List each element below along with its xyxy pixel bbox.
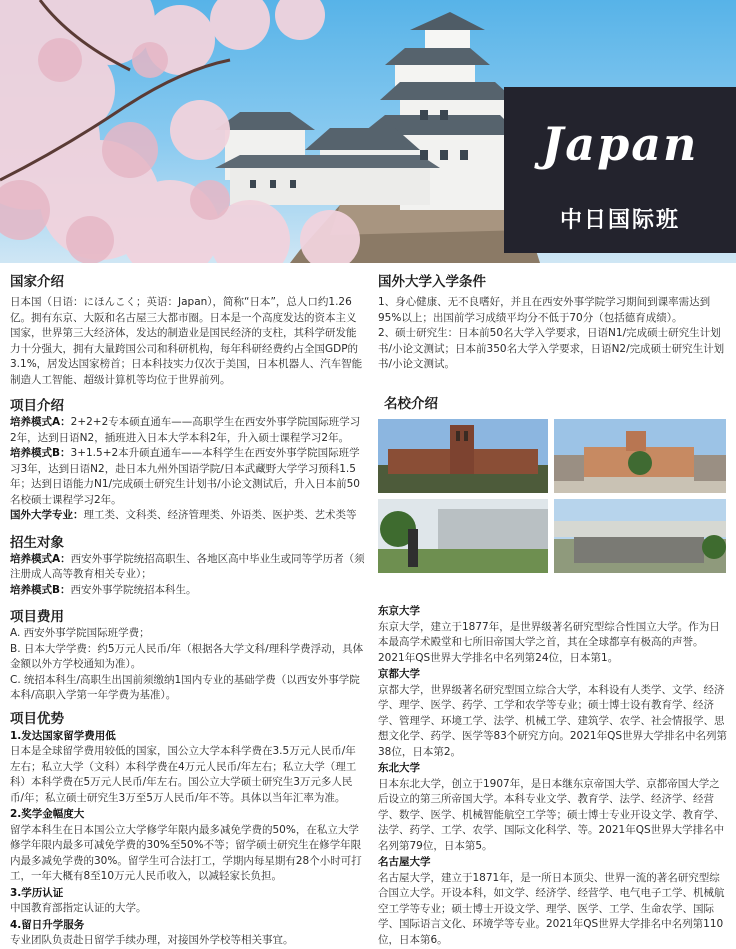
recruit-a: [10, 552, 366, 583]
section-heading-schools: 名校介绍: [384, 395, 438, 412]
recruit-b-text: 西安外事学院统招本科生。: [70, 583, 197, 596]
campus-photo-kyoto: [554, 419, 726, 493]
recruit-b: [10, 583, 366, 599]
school-desc-kyoto: 京都大学，世界级著名研究型国立综合大学，本科设有人类学、文学、经济学、理学、医学、药学、工学和农学等专业；硕士博士设有教育学、经济学、管理学、环境工学、法学、机械工学、建筑学、农学、社会情报学、思想文化学、药学、医学等83个研究方向。2021年QS世界大学排名中名列第38位，日本第2。: [378, 683, 728, 758]
campus-photo-nagoya: [554, 499, 726, 573]
mode-a-label: 培养模式A：: [10, 416, 71, 428]
program-title: 中日国际班: [559, 208, 680, 233]
title-badge: [504, 87, 736, 253]
country-intro-text: 日本国（日语：にほんこく；英语：Japan），简称“日本”，总人口约1.26亿。拥有东京、大阪和名古屋三大都市圈。日本是一个高度发达的资本主义国家，世界第三大经济体，发达的制造业是国民经济的支柱，其科学研发能力十分强大，拥有大量跨国公司和科研机构，每年科研经费约占全国GDP的3.1%，居发达国家榜首；日本科技实力仅次于美国，日本机器人、汽车智能制造人工智能、超级计算机等均位于世界前列。: [10, 296, 363, 386]
mode-a-text: 2+2+2专本硕直通车——高职学生在西安外事学院国际班学习2年，达到日语N2，插班进入日本大学本科2年，升入硕士课程学习2年。: [10, 416, 361, 444]
advantage-text: 中国教育部指定认证的大学。: [10, 902, 147, 914]
school-name-nagoya: 名古屋大学: [378, 856, 431, 868]
section-heading-fees: 项目费用: [10, 609, 64, 625]
advantage-text: 留学本科生在日本国公立大学修学年限内最多减免学费的50%，在私立大学修学年限内最多可减免学费的30%至50%不等；留学硕士研究生在修学年限内最多减免学费的30%。留学生可合法打工，学期内每星期有28个小时可打工，一年大概有8至10万元人民币收入，以减轻家长负担。: [10, 823, 362, 882]
recruit-a-text: 西安外事学院统招高职生、各地区高中毕业生或同等学历者（须注册成人高等教育相关专业）；: [10, 552, 365, 580]
campus-photo-tohoku: [378, 499, 548, 573]
advantage-text: 专业团队负责赴日留学手续办理，对接国外学校等相关事宜。: [10, 934, 294, 946]
school-desc-tohoku: 日本东北大学，创立于1907年，是日本继东京帝国大学、京都帝国大学之后设立的第三所帝国大学。本科专业文学、教育学、法学、经济学、经营学、数学、医学、机械智能航空工学等；硕士博士专业开设文学、教育学、法学、药学、工学、农学、国际文化科学、等。2021年QS世界大学排名中名列第79位，日本第5。: [378, 777, 725, 852]
recruit-a-label: 培养模式A：: [10, 552, 71, 565]
section-heading-country: 国家介绍: [10, 274, 64, 290]
fee-item: A. 西安外事学院国际班学费；: [10, 627, 150, 639]
admission-item: 1、身心健康、无不良嗜好，并且在西安外事学院学习期间到课率需达到95%以上；出国前学习成绩平均分不低于70分（包括德育成绩）。: [378, 296, 711, 324]
campus-photo-grid: [378, 419, 726, 573]
advantage-text: 日本是全球留学费用较低的国家，国公立大学本科学费在3.5万元人民币/年左右；私立大学（文科）本科学费在4万元人民币/年左右；私立大学（理工科）本科学费在5万元人民币/年左右。国公立大学硕士研究生3万元多人民币/年；私立硕士研究生3万至5万人民币/年不等。具体以当年汇率为准。: [10, 745, 357, 804]
section-heading-recruit: 招生对象: [10, 534, 64, 551]
majors-text: 理工类、文科类、经济管理类、外语类、医护类、艺术类等: [83, 509, 357, 521]
advantage-title: 2.奖学金幅度大: [10, 808, 85, 820]
advantage-title: 4.留日升学服务: [10, 918, 85, 931]
recruit-b-label: 培养模式B：: [10, 583, 71, 596]
school-list: [378, 603, 728, 948]
fee-item: C. 统招本科生/高职生出国前须缴纳1国内专业的基础学费（以西安外事学院本科/高职入学第一年学费为基准）。: [10, 673, 360, 701]
school-name-kyoto: 京都大学: [378, 668, 420, 680]
fee-item: B. 日本大学学费：约5万元人民币/年（根据各大学文科/理科学费浮动，具体金额以外方学校通知为准）。: [10, 642, 364, 670]
hero-banner: [0, 0, 736, 263]
school-desc-tokyo: 东京大学，建立于1877年，是世界级著名研究型综合性国立大学。作为日本最高学术殿堂和七所旧帝国大学之首，其在全球都享有极高的声誉。2021年QS世界大学排名中名列第24位，日本第1。: [378, 620, 720, 664]
school-name-tohoku: 东北大学: [378, 762, 420, 774]
advantage-title: 1.发达国家留学费用低: [10, 729, 116, 742]
left-column: [10, 273, 366, 949]
project-majors: [10, 508, 366, 524]
japan-script-title: Japan: [541, 117, 699, 171]
project-mode-b: [10, 446, 366, 508]
right-column: [378, 273, 726, 413]
mode-b-text: 3+1.5+2本升硕直通车——本科学生在西安外事学院国际班学习3年，达到日语N2，赴日本九州外国语学院/日本武藏野大学学习预科1.5年；达到日语能力N1/完成硕士研究生计划书/小论文测试后，升入日本前50名校硕士课程学习2年。: [10, 447, 360, 506]
majors-label: 国外大学专业：: [10, 509, 84, 521]
section-heading-admission: 国外大学入学条件: [378, 274, 486, 290]
campus-photo-tokyo: [378, 419, 548, 493]
admission-item: 2、硕士研究生：日本前50名大学入学要求，日语N1/完成硕士研究生计划书/小论文测试；日本前350名大学入学要求，日语N2/完成硕士研究生计划书/小论文测试。: [378, 327, 725, 370]
school-desc-nagoya: 名古屋大学，建立于1871年，是一所日本顶尖、世界一流的著名研究型综合国立大学。开设本科，如文学、经济学、经营学、电气电子工学、机械航空工学等专业；硕士博士开设文学、理学、医学、工学、生命农学、国际学、国际语言文化、环境学等专业。2021年QS世界大学排名中名列第110位，日本第6。: [378, 871, 725, 946]
section-heading-advantages: 项目优势: [10, 710, 64, 727]
advantage-title: 3.学历认证: [10, 886, 64, 899]
mode-b-label: 培养模式B：: [10, 447, 71, 459]
school-name-tokyo: 东京大学: [378, 605, 420, 617]
section-heading-project: 项目介绍: [10, 398, 64, 414]
project-mode-a: [10, 415, 366, 446]
